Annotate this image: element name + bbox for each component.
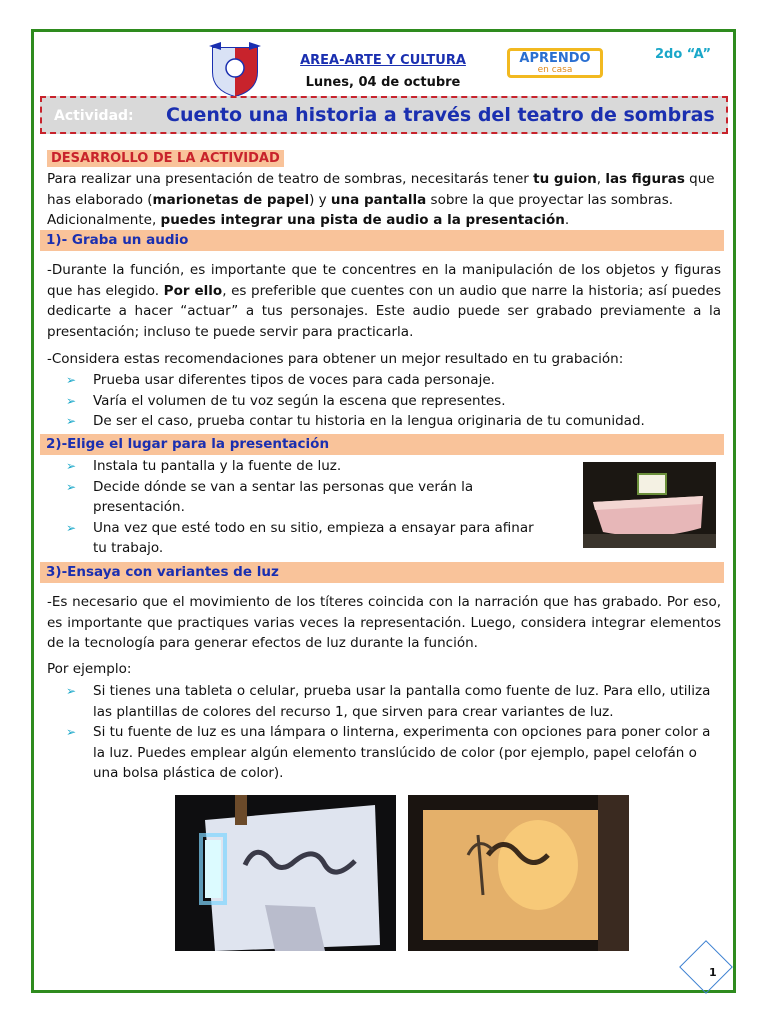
list-item bbox=[66, 681, 716, 722]
text-run: sobre la que proyectar las sombras. Adicionalmente, bbox=[47, 191, 674, 228]
section-2-header: 2)-Elige el lugar para la presentación bbox=[40, 434, 724, 455]
section-3-paragraph: -Es necesario que el movimiento de los títeres coincida con la narración que has grabado. Por eso, es importante que practiques varias veces la representación. Luego, considera integrar elementos de la tecnología para generar efectos de luz durante la función. bbox=[47, 594, 721, 651]
arrow-bullet-icon: ➢ bbox=[66, 520, 77, 535]
arrow-bullet-icon: ➢ bbox=[66, 725, 77, 739]
section-1-paragraph bbox=[47, 260, 721, 342]
list-item bbox=[66, 518, 544, 559]
text-run: que has elaborado ( bbox=[47, 171, 715, 208]
list-item-text: Prueba usar diferentes tipos de voces para cada personaje. bbox=[93, 372, 495, 388]
bold-run: tu guion bbox=[533, 171, 597, 187]
arrow-bullet-icon: ➢ bbox=[66, 479, 77, 494]
bold-run: una pantalla bbox=[330, 191, 427, 208]
arrow-bullet-icon: ➢ bbox=[66, 414, 77, 428]
shadow-theater-setup-photo bbox=[583, 462, 716, 548]
section-1-recommendations: -Considera estas recomendaciones para obtener un mejor resultado en tu grabación: bbox=[47, 351, 624, 367]
shadow-theater-tablet-photo bbox=[175, 795, 396, 951]
intro-paragraph bbox=[47, 169, 721, 231]
section-1-bullets bbox=[66, 370, 716, 432]
subject-title: AREA-ARTE Y CULTURA bbox=[300, 53, 466, 68]
section-1-header: 1)- Graba un audio bbox=[40, 230, 724, 251]
text-run: . bbox=[564, 212, 570, 228]
shadow-theater-colored-light-photo bbox=[408, 795, 629, 951]
development-title: DESARROLLO DE LA ACTIVIDAD bbox=[47, 150, 284, 167]
bold-run: las figuras bbox=[605, 171, 685, 187]
activity-banner bbox=[40, 96, 728, 134]
arrow-bullet-icon: ➢ bbox=[66, 684, 77, 698]
text-run: , bbox=[596, 171, 606, 187]
grade-label: 2do “A” bbox=[655, 47, 712, 62]
list-item bbox=[66, 391, 716, 412]
school-shield-logo bbox=[207, 42, 263, 98]
date-label: Lunes, 04 de octubre bbox=[305, 75, 461, 90]
text-run: , es preferible que cuentes con un audio que narre la historia; así puedes dedicarte a hacer “actuar” a tus personajes. Este audio puede ser grabado previamente a la presentación; incluso te puede servir para practicarla. bbox=[47, 282, 722, 340]
list-item bbox=[66, 456, 544, 477]
bold-run: Por ello bbox=[163, 282, 223, 299]
list-item-text: De ser el caso, prueba contar tu historia en la lengua originaria de tu comunidad. bbox=[93, 413, 645, 429]
text-run: Para realizar una presentación de teatro de sombras, necesitarás tener bbox=[47, 171, 534, 187]
section-3-header: 3)-Ensaya con variantes de luz bbox=[40, 562, 724, 583]
section-2-bullets bbox=[66, 456, 544, 559]
text-run: -Durante la función, es importante que te concentres en la manipulación de los objetos y figuras que has elegido. bbox=[47, 262, 721, 299]
list-item bbox=[66, 477, 544, 518]
list-item-text: Si tienes una tableta o celular, prueba usar la pantalla como fuente de luz. Para ello, utiliza las plantillas de colores del recurso 1, que sirven para crear variantes de luz. bbox=[93, 683, 711, 720]
arrow-bullet-icon: ➢ bbox=[66, 459, 77, 473]
arrow-bullet-icon: ➢ bbox=[66, 373, 77, 387]
aprendo-en-casa-logo bbox=[507, 48, 603, 78]
activity-title: Cuento una historia a través del teatro de sombras bbox=[166, 104, 715, 126]
brand-top: APRENDO bbox=[519, 51, 591, 66]
list-item bbox=[66, 722, 716, 784]
arrow-bullet-icon: ➢ bbox=[66, 393, 77, 408]
activity-label: Actividad: bbox=[54, 108, 134, 124]
page-number: 1 bbox=[709, 966, 717, 979]
bold-run: puedes integrar una pista de audio a la presentación bbox=[160, 212, 565, 228]
list-item-text: Varía el volumen de tu voz según la escena que representes. bbox=[93, 392, 506, 409]
examples-label: Por ejemplo: bbox=[47, 661, 132, 677]
section-3-bullets bbox=[66, 681, 716, 784]
list-item-text: Una vez que esté todo en su sitio, empieza a ensayar para afinar tu trabajo. bbox=[93, 519, 534, 556]
brand-bottom: en casa bbox=[537, 65, 573, 75]
list-item-text: Si tu fuente de luz es una lámpara o linterna, experimenta con opciones para poner color a la luz. Puedes emplear algún elemento translúcido de color (por ejemplo, papel celofán o una bolsa plástica de color). bbox=[93, 724, 711, 781]
list-item bbox=[66, 411, 716, 432]
bold-run: marionetas de papel bbox=[152, 191, 310, 208]
text-run: ) y bbox=[309, 191, 331, 208]
list-item-text: Instala tu pantalla y la fuente de luz. bbox=[93, 458, 342, 474]
list-item bbox=[66, 370, 716, 391]
list-item-text: Decide dónde se van a sentar las personas que verán la presentación. bbox=[93, 478, 474, 515]
